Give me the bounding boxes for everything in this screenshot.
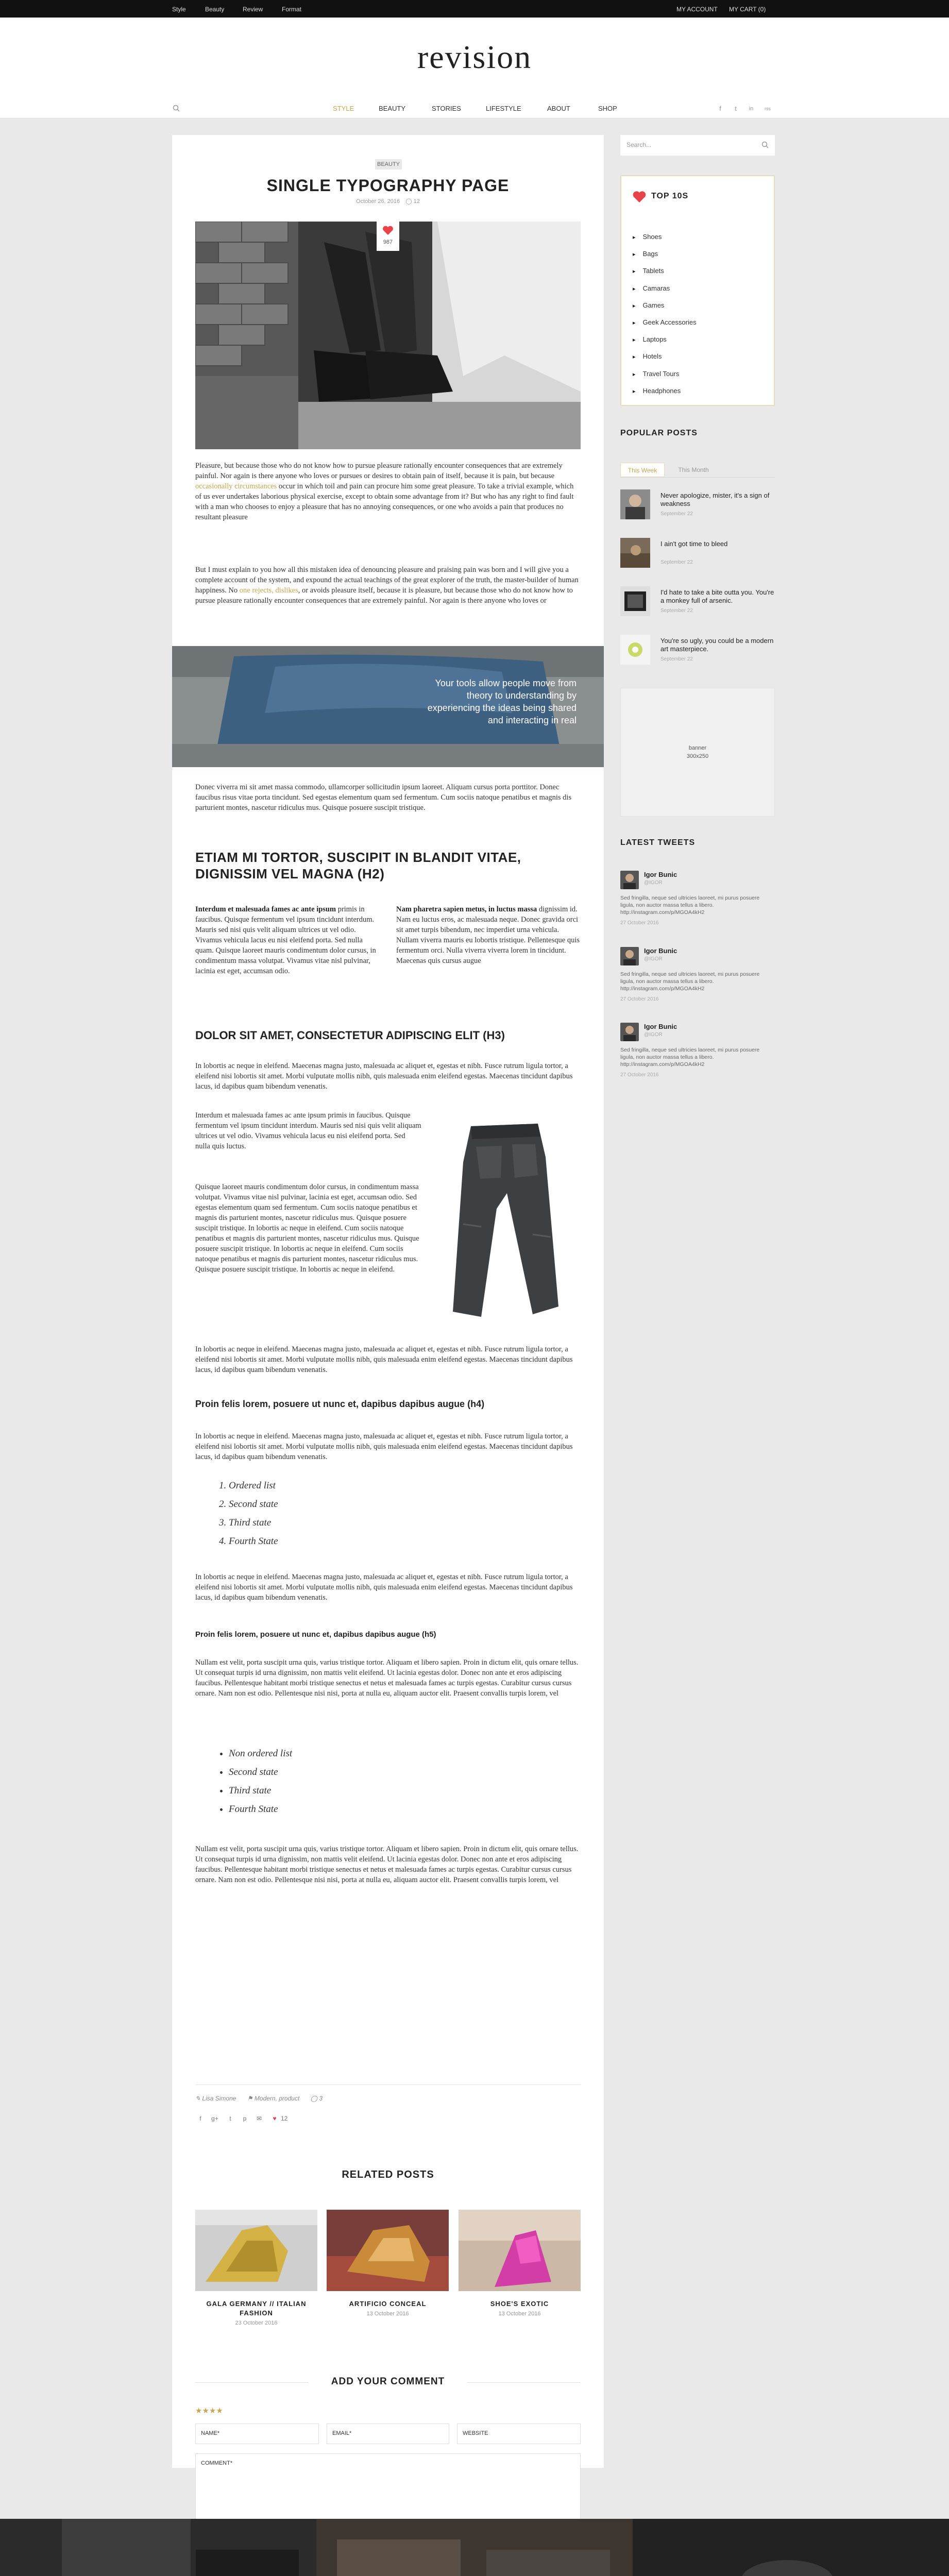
top10-item[interactable]: ▸ Geek Accessories [633, 314, 697, 331]
topbar-link-style[interactable]: Style [172, 6, 186, 13]
jeans-image [440, 1121, 570, 1323]
related-post[interactable] [327, 2210, 449, 2317]
paragraph-intro: Pleasure, but because those who do not know how to pursue pleasure rationally encounter consequences that are extremely painful. Nor again is there anyone who loves or pursues or desires to obtain pain of itself, because it is pain, but because occasionally circumstances occur in which toil and pain can procure him some great pleasure. To take a trivial example, which of us ever undertakes laborious physical exercise, except to obtain some advantage from it? But who has any right to find fault with a man who chooses to enjoy a pleasure that has no annoying consequences, or one who avoids a pain that produces no resultant pleasure [195, 462, 574, 521]
nav-item-shop[interactable]: SHOP [598, 105, 617, 112]
top10-item[interactable]: ▸ Hotels [633, 348, 697, 365]
top10-item[interactable]: ▸ Shoes [633, 229, 697, 246]
share-like-count: 12 [281, 2115, 288, 2122]
top10-title: TOP 10S [651, 192, 689, 200]
post-title: SINGLE TYPOGRAPHY PAGE [266, 176, 510, 195]
nav-item-about[interactable]: ABOUT [547, 105, 570, 112]
heart-icon [633, 191, 646, 203]
ordered-list [229, 1477, 278, 1551]
rss-icon[interactable]: rss [765, 106, 771, 111]
inline-link[interactable]: occasionally circumstances [195, 482, 277, 490]
search-icon[interactable] [761, 141, 769, 150]
tab-this-month[interactable]: This Month [678, 466, 709, 473]
googleplus-share-icon[interactable]: g+ [211, 2115, 218, 2122]
related-post-title[interactable]: GALA GERMANY // ITALIAN FASHION [206, 2300, 307, 2317]
linkedin-icon[interactable]: in [749, 106, 754, 112]
top10-item[interactable]: ▸ Travel Tours [633, 366, 697, 383]
site-logo[interactable]: revision [417, 39, 532, 75]
facebook-icon[interactable]: f [719, 105, 721, 112]
category-tile-games[interactable] [633, 2519, 949, 2576]
paragraph-lorem-3: In lobortis ac neque in eleifend. Maecenas magna justo, malesuada ac aliquet et, egestas et nibh. Fusce rutrum ligula tortor, a eleifend nisi lobortis sit amet. Morbi vulputate mollis nibh, quis malesuada enim eleifend egestas. Maecenas tincidunt dapibus lacus, id dapibus quam bibendum venenatis. [195, 1432, 573, 1461]
author-icon: ✎ [195, 2095, 201, 2102]
heart-icon[interactable] [382, 225, 394, 235]
paragraph-jeans-2: Quisque laoreet mauris condimentum dolor cursus, in condimentum massa volutpat. Vivamus vitae nisl pulvinar, lacinia est eget, accumsan odio. Sed egestas elementum quam sed fermentum. Cum sociis natoque penatibus et magnis dis parturient montes, nascetur ridiculus mus. Quisque posuere suscipit tristique. In lobortis ac neque in eleifend. Cum sociis natoque penatibus et magnis dis parturient montes, nascetur ridiculus mus. Quisque posuere suscipit tristique. In lobortis ac neque in eleifend. Cum sociis natoque penatibus et magnis dis parturient montes, nascetur ridiculus mus. Quisque posuere suscipit tristique. In lobortis ac neque in eleifend. [195, 1183, 419, 1274]
tweet-author[interactable]: Igor Bunic [644, 947, 677, 955]
tweet-handle[interactable]: @IGOR [644, 880, 663, 886]
tweet [620, 947, 775, 1019]
tweet-text: Sed fringilla, neque sed ultricies laoreet, mi purus posuere ligula, non auctor massa tellus a libero. http://instagram.com/p/MGOA4kH2 [620, 971, 760, 992]
search-icon[interactable] [172, 105, 180, 113]
list-item: 4. Fourth State [229, 1532, 278, 1551]
divider [620, 477, 775, 478]
popular-post[interactable] [620, 586, 775, 617]
paragraph-second: But I must explain to you how all this mistaken idea of denouncing pleasure and praising pain was born and I will give you a complete account of the system, and expound the actual teachings of the great explorer of the truth, the master-builder of human happiness. No one rejects, dislikes, or avoids pleasure itself, because it is pleasure, but because those who do not know how to pursue pleasure rationally encounter consequences that are extremely painful. Nor again is there anyone who loves or [195, 566, 579, 605]
post-comment-count[interactable]: 12 [413, 198, 420, 205]
list-item: 3. Third state [229, 1514, 278, 1532]
paragraph-jeans-1: Interdum et malesuada fames ac ante ipsum primis in faucibus. Quisque fermentum vel ipsum tincidunt interdum. Mauris sed nisi quis velit aliquam ultrices ut vel odio. Vivamus vehicula lacus eu nisi eleifend porta. Sed nulla quis luctus. [195, 1111, 421, 1150]
main-nav [0, 99, 949, 118]
popular-post-thumb[interactable] [620, 489, 650, 519]
related-post-image[interactable] [459, 2210, 581, 2291]
popular-post-date: September 22 [660, 656, 693, 662]
banner-label: banner [688, 745, 707, 751]
topbar-link-format[interactable]: Format [282, 6, 302, 13]
popular-post-thumb[interactable] [620, 586, 650, 616]
top10-item[interactable]: ▸ Camaras [633, 280, 697, 297]
latest-tweets-title: LATEST TWEETS [620, 838, 696, 847]
comment-textarea[interactable]: COMMENT* [195, 2453, 581, 2535]
pinterest-share-icon[interactable]: p [243, 2115, 247, 2122]
rating-stars[interactable]: ★★★★ [195, 2406, 223, 2415]
post-author[interactable]: Lisa Simone [202, 2095, 236, 2102]
tweet-date: 27 October 2016 [620, 920, 659, 926]
popular-post-title[interactable]: I ain't got time to bleed [660, 540, 728, 548]
related-post-date: 13 October 2016 [366, 2311, 409, 2317]
nav-item-style[interactable]: STYLE [333, 105, 354, 112]
related-post-title[interactable]: ARTIFICIO CONCEAL [349, 2300, 427, 2308]
category-tile-electronics[interactable] [316, 2519, 633, 2576]
nav-item-beauty[interactable]: BEAUTY [379, 105, 406, 112]
heading-h4: Proin felis lorem, posuere ut nunc et, dapibus dapibus augue (h4) [195, 1399, 485, 1409]
comment-icon: ◯ [405, 198, 412, 205]
popular-post-title[interactable]: I'd hate to take a bite outta you. You're a monkey full of arsenic. [660, 588, 774, 604]
topbar-link-beauty[interactable]: Beauty [205, 6, 225, 13]
popular-post-thumb[interactable] [620, 635, 650, 665]
post-meta [172, 198, 604, 205]
name-field[interactable]: NAME* [195, 2424, 319, 2444]
popular-post-date: September 22 [660, 608, 693, 614]
related-post-image[interactable] [327, 2210, 449, 2291]
post-comments[interactable]: 3 [319, 2095, 323, 2102]
list-item: • Fourth State [229, 1800, 292, 1819]
heart-icon[interactable]: ♥ [273, 2115, 277, 2122]
twitter-icon[interactable]: t [735, 105, 737, 112]
top10-item[interactable]: ▸ Tablets [633, 263, 697, 280]
top10-widget [620, 175, 775, 406]
popular-post-date: September 22 [660, 511, 693, 517]
tweet [620, 1023, 775, 1095]
avatar[interactable] [620, 947, 639, 965]
nav-item-stories[interactable]: STORIES [432, 105, 461, 112]
related-posts-title: RELATED POSTS [342, 2169, 434, 2180]
popular-post[interactable] [620, 489, 775, 520]
avatar[interactable] [620, 871, 639, 889]
heading-h5: Proin felis lorem, posuere ut nunc et, dapibus dapibus augue (h5) [195, 1630, 436, 1639]
list-item: • Non ordered list [229, 1744, 292, 1763]
quote-band [172, 646, 604, 767]
tweet-author[interactable]: Igor Bunic [644, 871, 677, 878]
tweet-text: Sed fringilla, neque sed ultricies laoreet, mi purus posuere ligula, non auctor massa tellus a libero. http://instagram.com/p/MGOA4kH2 [620, 1047, 760, 1067]
paragraph-lorem-6: Nullam est velit, porta suscipit urna quis, varius tristique tortor. Aliquam et libero sapien. Proin in dictum elit, quis ornare tellus. Ut consequat turpis id urna dignissim, non mattis velit eleifend. Ut lacinia egestas dolor. Donec non ante et eros adipiscing faucibus. Pellentesque habitant morbi tristique senectus et netus et malesuada fames ac turpis egestas. Curabitur cursus cursus ornare. Nam non est odio. Pellentesque nisi nisi, porta at nulla eu, aliquam auctor elit. Praesent convallis turpis lorem, vel [195, 1845, 579, 1884]
banner-size: 300x250 [686, 753, 709, 759]
share-row [195, 2113, 581, 2124]
popular-post-thumb[interactable] [620, 538, 650, 568]
website-field[interactable]: WEBSITE [457, 2424, 581, 2444]
popular-post[interactable] [620, 538, 775, 569]
add-comment-title: ADD YOUR COMMENT [331, 2376, 445, 2387]
post-tags[interactable]: Modern, product [254, 2095, 300, 2102]
paragraph-lorem-1: In lobortis ac neque in eleifend. Maecenas magna justo, malesuada ac aliquet et, egestas et nibh. Fusce rutrum ligula tortor, a eleifend nisi lobortis sit amet. Morbi vulputate mollis nibh, quis malesuada enim eleifend egestas. Maecenas tincidunt dapibus lacus, id dapibus quam bibendum venenatis. [195, 1062, 573, 1091]
tweet [620, 871, 775, 943]
related-post[interactable] [195, 2210, 317, 2326]
article-card [172, 135, 604, 2468]
tweet-date: 27 October 2016 [620, 1072, 659, 1078]
related-post[interactable] [459, 2210, 581, 2317]
related-post-date: 13 October 2016 [498, 2311, 541, 2317]
unordered-list [229, 1744, 292, 1819]
column-right: Nam pharetra sapien metus, in luctus massa dignissim id. Nam eu luctus eros, ac malesuada neque. Donec gravida orci sit amet turpis bibendum, nec imperdiet urna vehicula. Nullam viverra mauris eu lobortis tristique. Pellentesque quis fermentum orci. Nulla viverra viverra lorem in tincidunt. Maecenas quis cursus augue [396, 905, 580, 965]
post-date: October 26, 2016 [356, 198, 400, 205]
ad-banner[interactable] [620, 688, 775, 817]
tweet-author[interactable]: Igor Bunic [644, 1023, 677, 1030]
tag-icon: ⚑ [247, 2095, 253, 2102]
comment-icon: ◯ [310, 2095, 318, 2102]
popular-post-date: September 22 [660, 560, 693, 565]
nav-item-lifestyle[interactable]: LIFESTYLE [486, 105, 521, 112]
top10-item[interactable]: ▸ Laptops [633, 331, 697, 348]
list-item: 2. Second state [229, 1495, 278, 1514]
like-badge[interactable] [377, 221, 399, 251]
email-share-icon[interactable]: ✉ [256, 2115, 262, 2122]
tab-this-week[interactable]: This Week [620, 463, 665, 477]
search-placeholder: Search... [626, 141, 652, 148]
tweet-handle[interactable]: @IGOR [644, 1032, 663, 1038]
paragraph-third: Donec viverra mi sit amet massa commodo, ullamcorper sollicitudin ipsum laoreet. Aliquam cursus porta porttitor. Donec faucibus risus vitae porta tincidunt. Sed egestas elementum quam sed fermentum. Cum sociis natoque penatibus et magnis dis parturient montes, nascetur ridiculus mus. Quisque posuere suscipit tristique. [195, 783, 572, 812]
related-post-title[interactable]: SHOE'S EXOTIC [490, 2300, 549, 2308]
paragraph-lorem-4: In lobortis ac neque in eleifend. Maecenas magna justo, malesuada ac aliquet et, egestas et nibh. Fusce rutrum ligula tortor, a eleifend nisi lobortis sit amet. Morbi vulputate mollis nibh, quis malesuada enim eleifend egestas. Maecenas tincidunt dapibus lacus, id dapibus quam bibendum venenatis. [195, 1573, 573, 1602]
popular-post-title[interactable]: Never apologize, mister, it's a sign of weakness [660, 492, 770, 507]
like-count: 987 [383, 239, 393, 245]
tweet-date: 27 October 2016 [620, 996, 659, 1002]
popular-post-title[interactable]: You're so ugly, you could be a modern art masterpiece. [660, 637, 774, 653]
divider [195, 2084, 581, 2085]
heading-h3: DOLOR SIT AMET, CONSECTETUR ADIPISCING ELIT (H3) [195, 1029, 505, 1042]
heading-h2: ETIAM MI TORTOR, SUSCIPIT IN BLANDIT VITAE, DIGNISSIM VEL MAGNA (H2) [195, 850, 521, 882]
list-item: 1. Ordered list [229, 1477, 278, 1495]
related-post-image[interactable] [195, 2210, 317, 2291]
popular-post[interactable] [620, 635, 775, 666]
column-left: Interdum et malesuada fames ac ante ipsum primis in faucibus. Quisque fermentum vel ipsum tincidunt interdum. Mauris sed nisi quis velit aliquam ultrices ut vel odio. Vivamus vehicula lacus eu nisi eleifend porta. Sed nulla quam. Quisque laoreet mauris condimentum dolor cursus, in condimentum massa volutpat. Vivamus vitae nisl pulvinar, lacinia est eget, accumsan odio. [195, 905, 376, 975]
list-item: • Third state [229, 1782, 292, 1800]
avatar[interactable] [620, 1023, 639, 1041]
top10-item[interactable]: ▸ Bags [633, 246, 697, 263]
top10-item[interactable]: ▸ Headphones [633, 383, 697, 400]
topbar-link-review[interactable]: Review [243, 6, 263, 13]
my-cart-link[interactable]: MY CART (0) [729, 6, 766, 13]
popular-posts-title: POPULAR POSTS [620, 429, 698, 437]
top-bar [0, 0, 949, 18]
twitter-share-icon[interactable]: t [229, 2115, 231, 2122]
post-footer-meta [195, 2095, 581, 2102]
tweet-text: Sed fringilla, neque sed ultricies laoreet, mi purus posuere ligula, non auctor massa tellus a libero. http://instagram.com/p/MGOA4kH2 [620, 895, 760, 916]
tweet-handle[interactable]: @IGOR [644, 956, 663, 962]
category-badge[interactable]: BEAUTY [375, 159, 402, 170]
inline-link[interactable]: one rejects, dislikes [239, 586, 298, 595]
paragraph-lorem-5: Nullam est velit, porta suscipit urna quis, varius tristique tortor. Aliquam et libero sapien. Proin in dictum elit, quis ornare tellus. Ut consequat turpis id urna dignissim, non mattis velit eleifend. Ut lacinia egestas dolor. Donec non ante et eros adipiscing faucibus. Pellentesque habitant morbi tristique senectus et netus et malesuada fames ac turpis egestas. Curabitur cursus cursus ornare. Nam non est odio. Pellentesque nisi nisi, porta at nulla eu, aliquam auctor elit. Praesent convallis turpis lorem, vel [195, 1658, 579, 1698]
top10-item[interactable]: ▸ Games [633, 297, 697, 314]
hero-image [195, 222, 581, 449]
my-account-link[interactable]: MY ACCOUNT [676, 6, 718, 13]
quote-text: Your tools allow people move from theory to understanding by experiencing the ideas being shared and interacting in real [427, 678, 577, 725]
email-field[interactable]: EMAIL* [327, 2424, 449, 2444]
sidebar-search-input[interactable] [620, 135, 775, 156]
facebook-share-icon[interactable]: f [199, 2115, 201, 2122]
related-post-date: 23 October 2016 [235, 2320, 278, 2326]
category-tile-clothing[interactable] [0, 2519, 316, 2576]
paragraph-lorem-2: In lobortis ac neque in eleifend. Maecenas magna justo, malesuada ac aliquet et, egestas et nibh. Fusce rutrum ligula tortor, a eleifend nisi lobortis sit amet. Morbi vulputate mollis nibh, quis malesuada enim eleifend egestas. Maecenas tincidunt dapibus lacus, id dapibus quam bibendum venenatis. [195, 1345, 573, 1374]
top10-list [633, 229, 697, 400]
list-item: • Second state [229, 1763, 292, 1782]
